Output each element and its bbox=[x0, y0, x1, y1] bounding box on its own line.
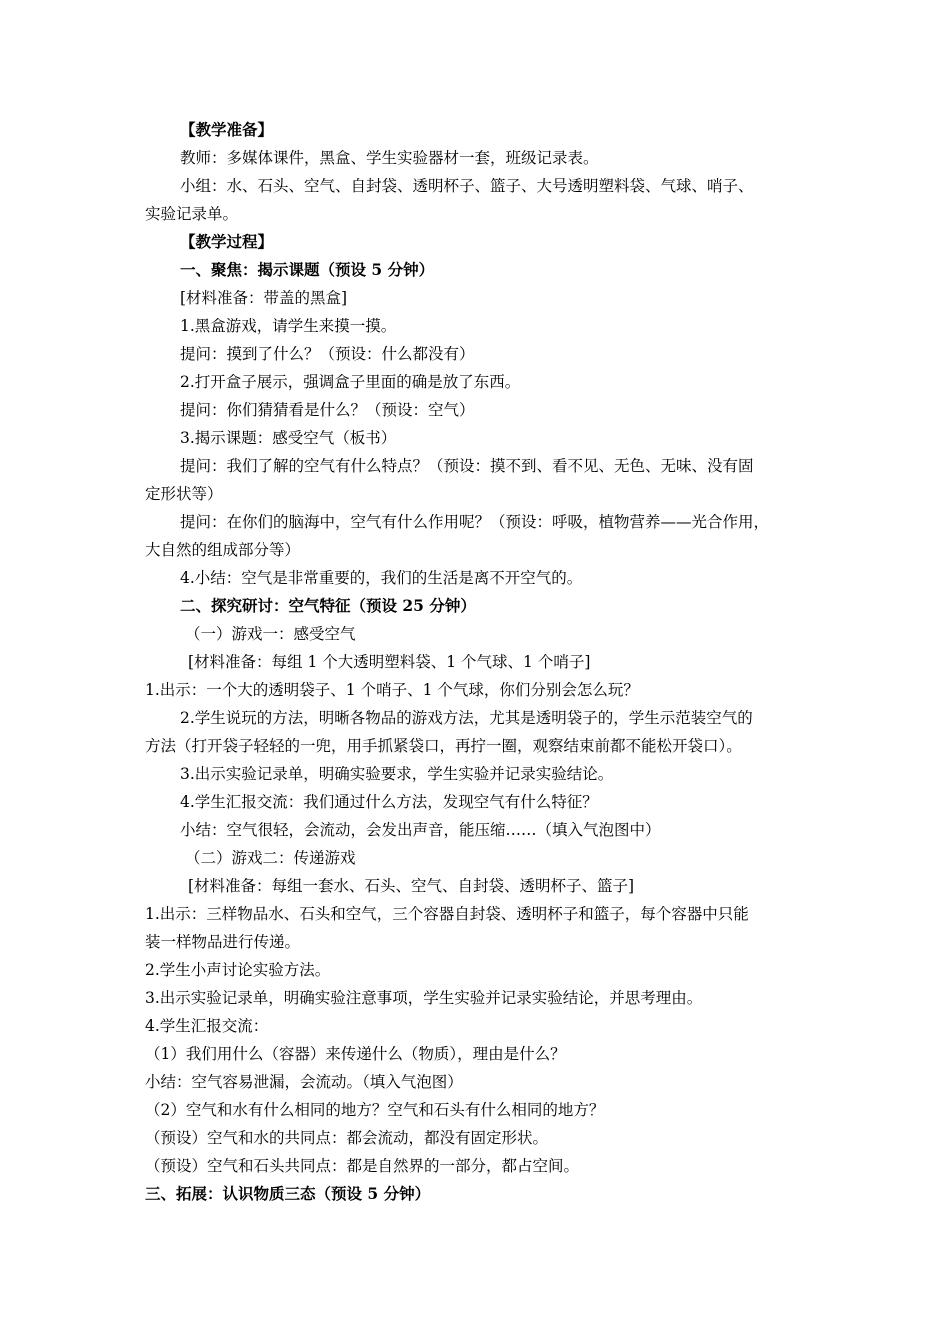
question-air-uses: 提问：在你们的脑海中，空气有什么作用呢？（预设：呼吸，植物营养——光合作用， bbox=[180, 513, 770, 531]
question-guess: 提问：你们猜猜看是什么？（预设：空气） bbox=[180, 401, 475, 419]
paragraph-group-materials-cont: 实验记录单。 bbox=[145, 205, 239, 223]
game-one-summary: 小结：空气很轻，会流动，会发出声音，能压缩……（填入气泡图中） bbox=[180, 821, 661, 839]
game-two-step-2: 2.学生小声讨论实验方法。 bbox=[145, 961, 331, 979]
question-air-features: 提问：我们了解的空气有什么特点？（预设：摸不到、看不见、无色、无味、没有固 bbox=[180, 457, 754, 475]
question-air-features-cont: 定形状等） bbox=[145, 485, 223, 503]
materials-note-black-box: [材料准备：带盖的黑盒] bbox=[180, 289, 348, 307]
section-heading-explore: 二、探究研讨：空气特征（预设 25 分钟） bbox=[180, 596, 476, 615]
section-heading-extension: 三、拓展：认识物质三态（预设 5 分钟） bbox=[145, 1184, 431, 1203]
question-what-touched: 提问：摸到了什么？（预设：什么都没有） bbox=[180, 345, 475, 363]
heading-teaching-preparation: 【教学准备】 bbox=[180, 120, 274, 139]
game-two-summary: 小结：空气容易泄漏，会流动。（填入气泡图） bbox=[145, 1073, 463, 1091]
materials-note-game-one: [材料准备：每组 1 个大透明塑料袋、1 个气球、1 个哨子] bbox=[188, 653, 591, 671]
game-one-step-4: 4.学生汇报交流：我们通过什么方法，发现空气有什么特征？ bbox=[180, 793, 598, 811]
subsection-game-two: （二）游戏二：传递游戏 bbox=[185, 849, 356, 867]
step-3-reveal-topic: 3.揭示课题：感受空气（板书） bbox=[180, 429, 397, 447]
game-two-step-4: 4.学生汇报交流： bbox=[145, 1017, 269, 1035]
paragraph-teacher-materials: 教师：多媒体课件，黑盒、学生实验器材一套，班级记录表。 bbox=[180, 149, 599, 167]
game-one-step-3: 3.出示实验记录单，明确实验要求，学生实验并记录实验结论。 bbox=[180, 765, 614, 783]
game-two-question-2: （2）空气和水有什么相同的地方？空气和石头有什么相同的地方？ bbox=[145, 1101, 605, 1119]
question-air-uses-cont: 大自然的组成部分等） bbox=[145, 541, 301, 559]
heading-teaching-process: 【教学过程】 bbox=[180, 232, 274, 251]
preset-air-water: （预设）空气和水的共同点：都会流动，都没有固定形状。 bbox=[145, 1129, 549, 1147]
game-one-step-2-cont: 方法（打开袋子轻轻的一兜，用手抓紧袋口，再拧一圈，观察结束前都不能松开袋口）。 bbox=[145, 737, 742, 755]
section-heading-focus: 一、聚焦：揭示课题（预设 5 分钟） bbox=[180, 260, 435, 279]
step-4-summary: 4.小结：空气是非常重要的，我们的生活是离不开空气的。 bbox=[180, 569, 583, 587]
subsection-game-one: （一）游戏一：感受空气 bbox=[185, 625, 356, 643]
preset-air-stone: （预设）空气和石头共同点：都是自然界的一部分，都占空间。 bbox=[145, 1157, 580, 1175]
game-one-step-2: 2.学生说玩的方法，明晰各物品的游戏方法，尤其是透明袋子的，学生示范装空气的 bbox=[180, 709, 753, 727]
paragraph-group-materials: 小组：水、石头、空气、自封袋、透明杯子、篮子、大号透明塑料袋、气球、哨子、 bbox=[180, 177, 754, 195]
game-two-step-1-cont: 装一样物品进行传递。 bbox=[145, 933, 301, 951]
step-1-black-box-game: 1.黑盒游戏，请学生来摸一摸。 bbox=[180, 317, 397, 335]
game-two-step-3: 3.出示实验记录单，明确实验注意事项，学生实验并记录实验结论，并思考理由。 bbox=[145, 989, 703, 1007]
game-one-step-1: 1.出示：一个大的透明袋子、1 个哨子、1 个气球，你们分别会怎么玩？ bbox=[145, 681, 639, 699]
materials-note-game-two: [材料准备：每组一套水、石头、空气、自封袋、透明杯子、篮子] bbox=[188, 877, 635, 895]
game-two-question-1: （1）我们用什么（容器）来传递什么（物质），理由是什么？ bbox=[145, 1045, 566, 1063]
step-2-open-box: 2.打开盒子展示，强调盒子里面的确是放了东西。 bbox=[180, 373, 521, 391]
game-two-step-1: 1.出示：三样物品水、石头和空气，三个容器自封袋、透明杯子和篮子，每个容器中只能 bbox=[145, 905, 749, 923]
